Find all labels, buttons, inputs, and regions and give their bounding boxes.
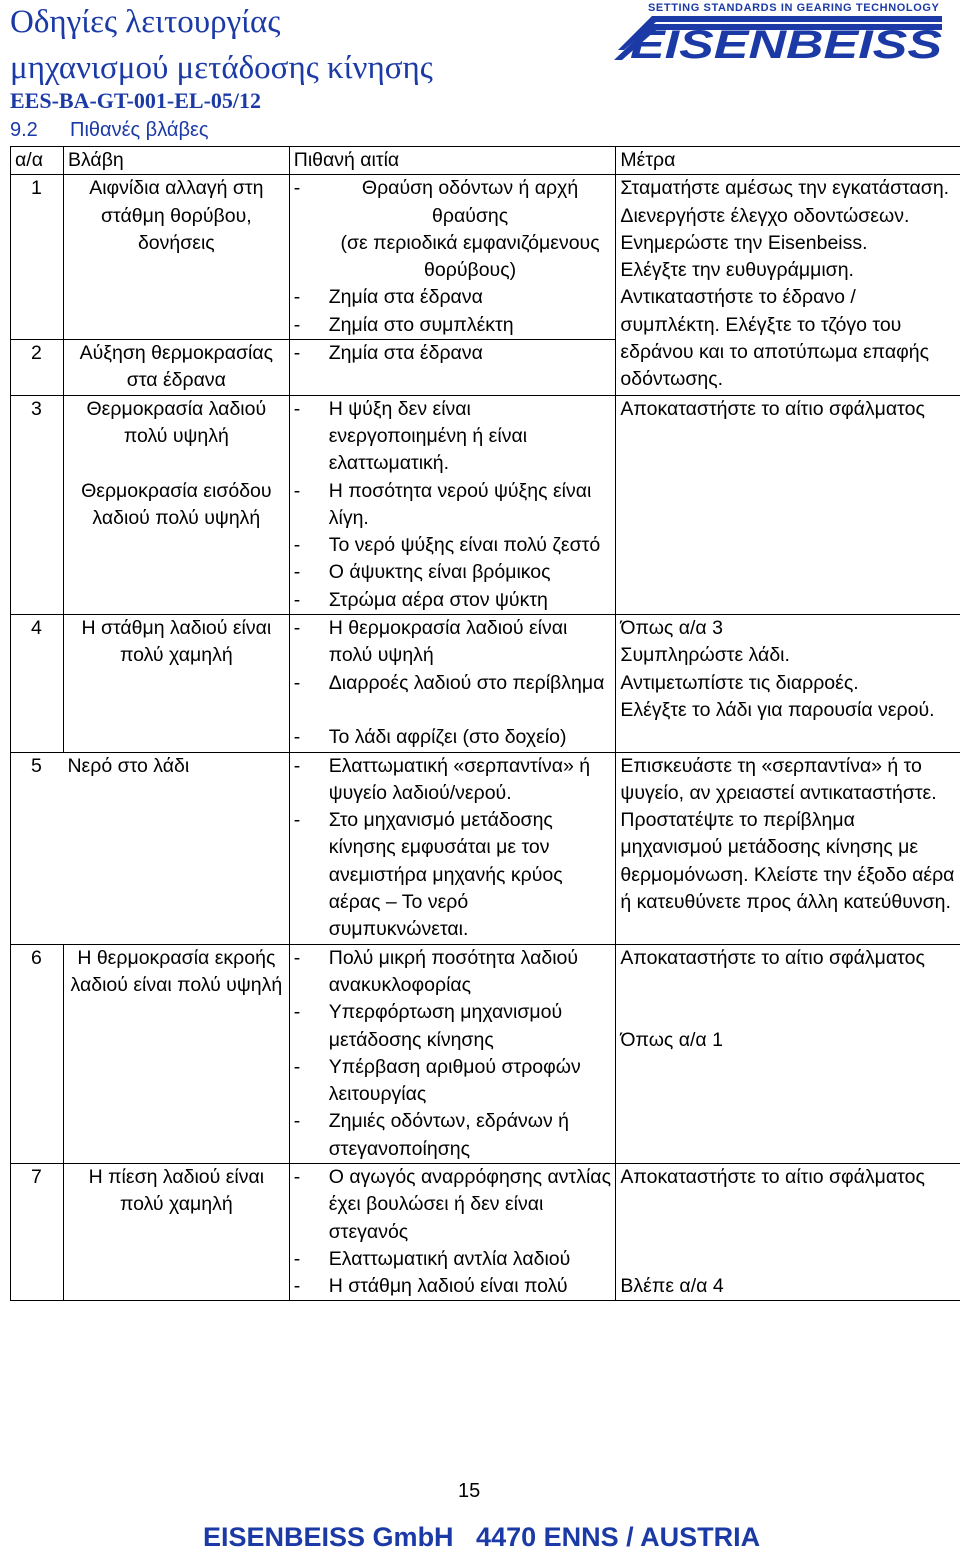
table-row — [11, 175, 960, 340]
cause-item: - Το λάδι αφρίζει (στο δοχείο) — [293, 726, 567, 749]
table-row — [11, 1163, 960, 1300]
cause-item: - Η θερμοκρασία λαδιού είναι πολύ υψηλή — [293, 617, 568, 667]
row-measures — [616, 1163, 960, 1300]
row-causes — [289, 395, 616, 614]
cause-item: - Στο μηχανισμό μετάδοσης κίνησης εμφυσάται με τον ανεμιστήρα μηχανής κρύος αέρας – Το νερό συμπυκνώνεται. — [293, 809, 563, 941]
doc-code: EES-BA-GT-001-EL-05/12 — [10, 88, 262, 113]
row-measures — [616, 175, 960, 395]
logo-wordmark: EISENBEISS — [630, 23, 943, 64]
row-causes — [289, 752, 616, 944]
measure-item: Ελέγξτε το λάδι για παρουσία νερού. — [620, 698, 935, 721]
cause-item: - Ζημία στα έδρανα — [293, 342, 483, 365]
cause-item: - Ο αγωγός αναρρόφησης αντλίας έχει βουλώσει ή δεν είναι στεγανός — [293, 1165, 611, 1243]
row-no: 4 — [11, 615, 64, 752]
measure-item: Όπως α/α 3 — [620, 617, 723, 640]
section-number: 9.2 — [10, 119, 38, 141]
cause-item: - Το νερό ψύξης είναι πολύ ζεστό — [293, 534, 601, 557]
measure-item: Επισκευάστε τη «σερπαντίνα» ή το ψυγείο, αν χρειαστεί αντικαταστήστε. — [620, 754, 937, 804]
cause-item: - Η ψύξη δεν είναι ενεργοποιημένη ή είναι ελαττωματική. — [293, 397, 528, 475]
table-row — [11, 615, 960, 752]
doc-title-line2: μηχανισμού μετάδοσης κίνησης — [10, 50, 433, 86]
table-row — [11, 944, 960, 1163]
doc-title-line1: Οδηγίες λειτουργίας — [10, 4, 281, 40]
cause-item: - Ελαττωματική «σερπαντίνα» ή ψυγείο λαδιού/νερού. — [293, 754, 591, 804]
row-no: 5 — [11, 752, 64, 944]
row-no: 1 — [11, 175, 64, 340]
measure-item: Σταματήστε αμέσως την εγκατάσταση. Διενεργήστε έλεγχο οδοντώσεων. Ενημερώστε την Eisenbeiss. — [620, 177, 950, 254]
cause-item: - Στρώμα αέρα στον ψύκτη — [293, 588, 548, 611]
row-fault: Η πίεση λαδιού είναι πολύ χαμηλή — [63, 1163, 289, 1300]
table-header-row — [11, 147, 960, 175]
row-causes — [289, 340, 616, 396]
row-measures — [616, 615, 960, 752]
header-no: α/α — [11, 147, 64, 175]
header-fault: Βλάβη — [63, 147, 289, 175]
measure-item: Αντιμετωπίστε τις διαρροές. — [620, 671, 859, 694]
row-causes — [289, 175, 616, 340]
row-measures — [616, 944, 960, 1163]
row-causes — [289, 1163, 616, 1300]
cause-item: - Θραύση οδόντων ή αρχή θραύσης — [293, 177, 579, 227]
row-no: 3 — [11, 395, 64, 614]
row-fault: Η θερμοκρασία εκροής λαδιού είναι πολύ υψηλή — [63, 944, 289, 1163]
measure-item: Προστατέψτε το περίβλημα μηχανισμού μετάδοσης κίνησης με θερμομόνωση. Κλείστε την έξοδο αέρα ή κατευθύνετε προς άλλη κατεύθυνση. — [620, 809, 955, 914]
row-causes — [289, 944, 616, 1163]
faults-table — [10, 146, 960, 1301]
row-measures — [616, 395, 960, 614]
cause-item: - Η στάθμη λαδιού είναι πολύ — [293, 1275, 568, 1298]
measure-item: Αποκαταστήστε το αίτιο σφάλματος — [620, 946, 925, 969]
cause-item: - Ο άψυκτης είναι βρόμικος — [293, 561, 551, 584]
logo-wordmark-icon — [612, 10, 952, 64]
table-row — [11, 752, 960, 944]
row-no: 6 — [11, 944, 64, 1163]
row-fault: Θερμοκρασία λαδιού πολύ υψηλή Θερμοκρασία εισόδου λαδιού πολύ υψηλή — [63, 395, 289, 614]
cause-item: - Υπέρβαση αριθμού στροφών λειτουργίας — [293, 1055, 581, 1106]
cause-item: - Η ποσότητα νερού ψύξης είναι λίγη. — [293, 479, 592, 529]
row-no: 2 — [11, 340, 64, 396]
measure-item: Όπως α/α 1 — [620, 1028, 723, 1051]
row-causes — [289, 615, 616, 752]
header-cause: Πιθανή αιτία — [289, 147, 616, 175]
header-measures: Μέτρα — [616, 147, 960, 175]
row-fault: Αιφνίδια αλλαγή στη στάθμη θορύβου, δονήσεις — [63, 175, 289, 340]
eisenbeiss-logo — [612, 2, 952, 64]
row-fault: Αύξηση θερμοκρασίας στα έδρανα — [63, 340, 289, 396]
row-fault: Η στάθμη λαδιού είναι πολύ χαμηλή — [63, 615, 289, 752]
measure-item: Αποκαταστήστε το αίτιο σφάλματος — [620, 1165, 925, 1188]
cause-item: - Πολύ μικρή ποσότητα λαδιού ανακυκλοφορίας — [293, 946, 579, 996]
cause-item: - Ζημία στα έδρανα — [293, 286, 483, 309]
measure-item: Βλέπε α/α 4 — [620, 1275, 724, 1298]
section-title: Πιθανές βλάβες — [70, 119, 209, 141]
cause-note: (σε περιοδικά εμφανιζόμενους θορύβους) — [340, 231, 600, 282]
table-row — [11, 395, 960, 614]
section-heading — [10, 119, 209, 142]
page-number: 15 — [458, 1480, 481, 1502]
cause-item: - Ζημιές οδόντων, εδράνων ή στεγανοποίησης — [293, 1110, 569, 1160]
cause-item: - Διαρροές λαδιού στο περίβλημα — [293, 671, 605, 694]
measure-item: Αποκαταστήστε το αίτιο σφάλματος — [620, 397, 925, 420]
footer-company: EISENBEISS GmbH 4470 ENNS / AUSTRIA — [203, 1522, 761, 1552]
row-measures — [616, 752, 960, 944]
measure-item: Ελέγξτε την ευθυγράμμιση. Αντικαταστήστε το έδρανο / συμπλέκτη. Ελέγξτε το τζόγο του εδράνου και το αποτύπωμα επαφής οδόντωσης. — [620, 259, 929, 391]
cause-item: - Ζημία στο συμπλέκτη — [293, 313, 514, 336]
cause-item: - Ελαττωματική αντλία λαδιού — [293, 1247, 571, 1270]
cause-item: - Υπερφόρτωση μηχανισμού μετάδοσης κίνησης — [293, 1001, 563, 1051]
row-no: 7 — [11, 1163, 64, 1300]
measure-item: Συμπληρώστε λάδι. — [620, 644, 790, 667]
row-fault: Νερό στο λάδι — [63, 752, 289, 944]
logo-tagline: SETTING STANDARDS IN GEARING TECHNOLOGY — [648, 2, 940, 14]
